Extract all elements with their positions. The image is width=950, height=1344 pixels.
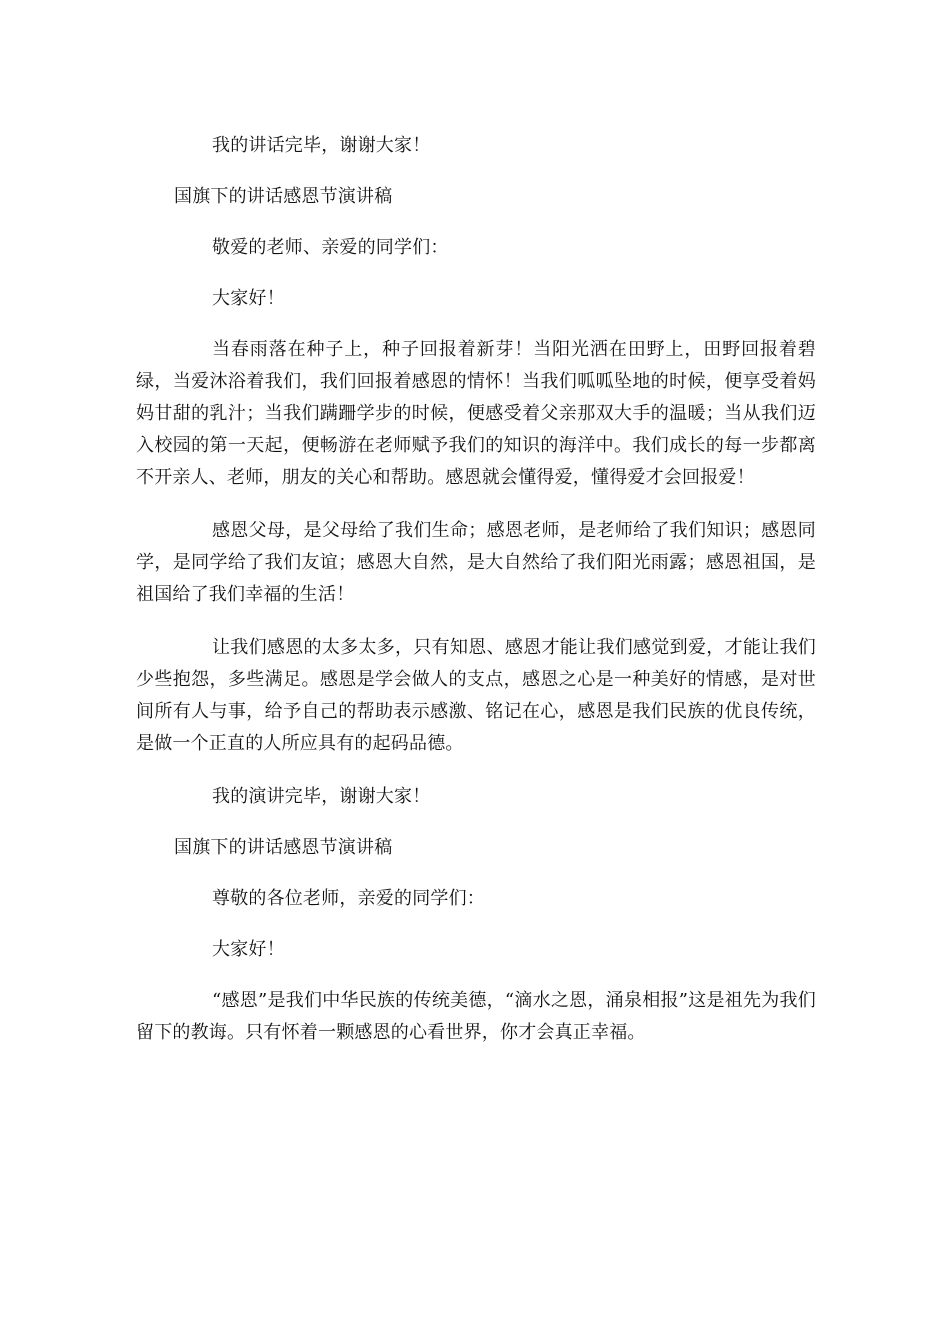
speech-title: 国旗下的讲话感恩节演讲稿: [174, 837, 393, 858]
salutation: 尊敬的各位老师，亲爱的同学们：: [212, 888, 485, 909]
greeting: 大家好！: [212, 288, 285, 309]
closing-remark: 我的讲话完毕，谢谢大家！: [212, 135, 431, 156]
body-paragraph: 让我们感恩的太多太多，只有知恩、感恩才能让我们感觉到爱，才能让我们少些抱怨，多些满足。感恩是学会做人的支点，感恩之心是一种美好的情感，是对世间所有人与事，给予自己的帮助表示感激、铭记在心，感恩是我们民族的优良传统，是做一个正直的人所应具有的起码品德。: [136, 637, 816, 754]
body-paragraph: 感恩父母，是父母给了我们生命；感恩老师，是老师给了我们知识；感恩同学，是同学给了我们友谊；感恩大自然，是大自然给了我们阳光雨露；感恩祖国，是祖国给了我们幸福的生活！: [136, 520, 816, 605]
body-paragraph: “感恩”是我们中华民族的传统美德，“滴水之恩，涌泉相报”这是祖先为我们留下的教诲。只有怀着一颗感恩的心看世界，你才会真正幸福。: [136, 990, 816, 1043]
body-paragraph: 当春雨落在种子上，种子回报着新芽！当阳光洒在田野上，田野回报着碧绿，当爱沐浴着我们，我们回报着感恩的情怀！当我们呱呱坠地的时候，便享受着妈妈甘甜的乳汁；当我们蹒跚学步的时候，便感受着父亲那双大手的温暖；当从我们迈入校园的第一天起，便畅游在老师赋予我们的知识的海洋中。我们成长的每一步都离不开亲人、老师，朋友的关心和帮助。感恩就会懂得爱，懂得爱才会回报爱！: [136, 339, 816, 488]
salutation: 敬爱的老师、亲爱的同学们：: [212, 237, 449, 258]
speech-title: 国旗下的讲话感恩节演讲稿: [174, 186, 393, 207]
greeting: 大家好！: [212, 939, 285, 960]
closing-remark: 我的演讲完毕，谢谢大家！: [212, 786, 431, 807]
document-body: [136, 130, 816, 1068]
